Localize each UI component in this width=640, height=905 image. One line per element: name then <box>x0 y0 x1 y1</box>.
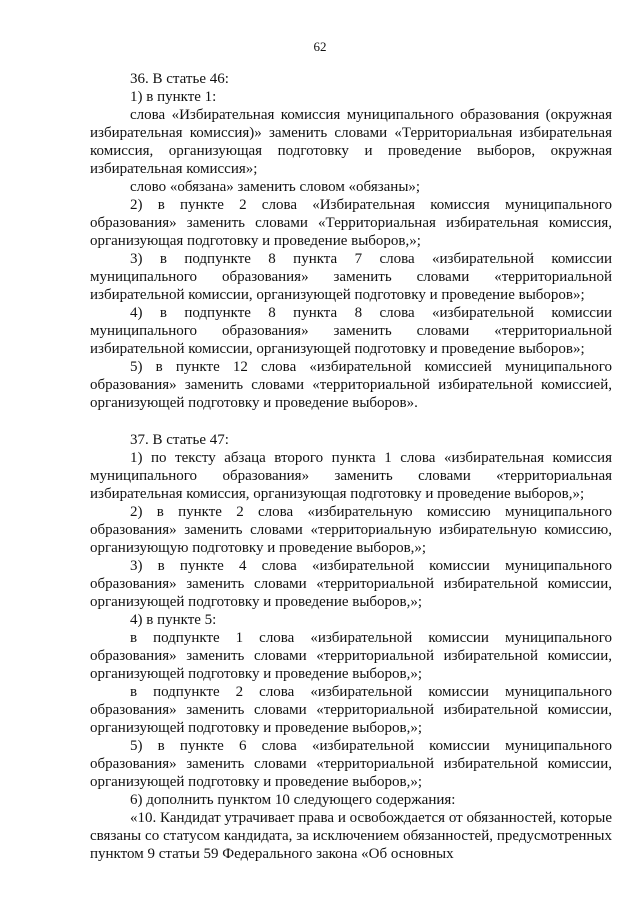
section-37-item: в подпункте 1 слова «избирательной комиссии муниципального образования» заменить словами «территориальной избирательной комиссии, организующей подготовку и проведение выборов,»; <box>90 630 612 682</box>
section-37-item: 2) в пункте 2 слова «избирательную комиссию муниципального образования» заменить словами «территориальную избирательную комиссию, организующую подготовку и проведение выборов,»; <box>90 504 612 556</box>
section-37-item: 6) дополнить пунктом 10 следующего содержания: <box>130 792 456 808</box>
page-number: 62 <box>313 39 327 54</box>
section-37-item: 3) в пункте 4 слова «избирательной комиссии муниципального образования» заменить словами «территориальной избирательной комиссии, организующей подготовку и проведение выборов,»; <box>90 558 612 610</box>
section-37-item: 4) в пункте 5: <box>130 612 217 628</box>
section-37-item: в подпункте 2 слова «избирательной комиссии муниципального образования» заменить словами «территориальной избирательной комиссии, организующей подготовку и проведение выборов,»; <box>90 684 612 736</box>
section-36-item: 5) в пункте 12 слова «избирательной комиссией муниципального образования» заменить словами «территориальной избирательной комиссией, организующей подготовку и проведение выборов». <box>90 359 612 411</box>
section-36-item: слова «Избирательная комиссия муниципального образования (окружная избирательная комиссия)» заменить словами «Территориальная избирательная комиссия, организующая подготовку и проведение выборов, окружная избирательная комиссия»; <box>90 107 612 177</box>
section-37-item: 5) в пункте 6 слова «избирательной комиссии муниципального образования» заменить словами «территориальной избирательной комиссии, организующей подготовку и проведение выборов,»; <box>90 738 612 790</box>
section-spacer <box>90 412 612 431</box>
section-37-heading: 37. В статье 47: <box>130 432 229 448</box>
document-body <box>90 70 612 863</box>
section-37-item: 1) по тексту абзаца второго пункта 1 слова «избирательная комиссия муниципального образования» заменить словами «территориальная избирательная комиссия, организующая подготовку и проведение выборов,»; <box>90 450 612 502</box>
section-37-item: «10. Кандидат утрачивает права и освобождается от обязанностей, которые связаны со статусом кандидата, за исключением обязанностей, предусмотренных пунктом 9 статьи 59 Федерального закона «Об основных <box>90 810 612 862</box>
section-36-item: слово «обязана» заменить словом «обязаны»; <box>130 179 421 195</box>
section-36-item: 1) в пункте 1: <box>130 89 217 105</box>
section-36-item: 2) в пункте 2 слова «Избирательная комиссия муниципального образования» заменить словами «Территориальная избирательная комиссия, организующая подготовку и проведение выборов,»; <box>90 197 612 249</box>
section-36-item: 4) в подпункте 8 пункта 8 слова «избирательной комиссии муниципального образования» заменить словами «территориальной избирательной комиссии, организующей подготовку и проведение выборов»; <box>90 305 612 357</box>
section-36-heading: 36. В статье 46: <box>130 71 229 87</box>
section-36-item: 3) в подпункте 8 пункта 7 слова «избирательной комиссии муниципального образования» заменить словами «территориальной избирательной комиссии, организующей подготовку и проведение выборов»; <box>90 251 612 303</box>
